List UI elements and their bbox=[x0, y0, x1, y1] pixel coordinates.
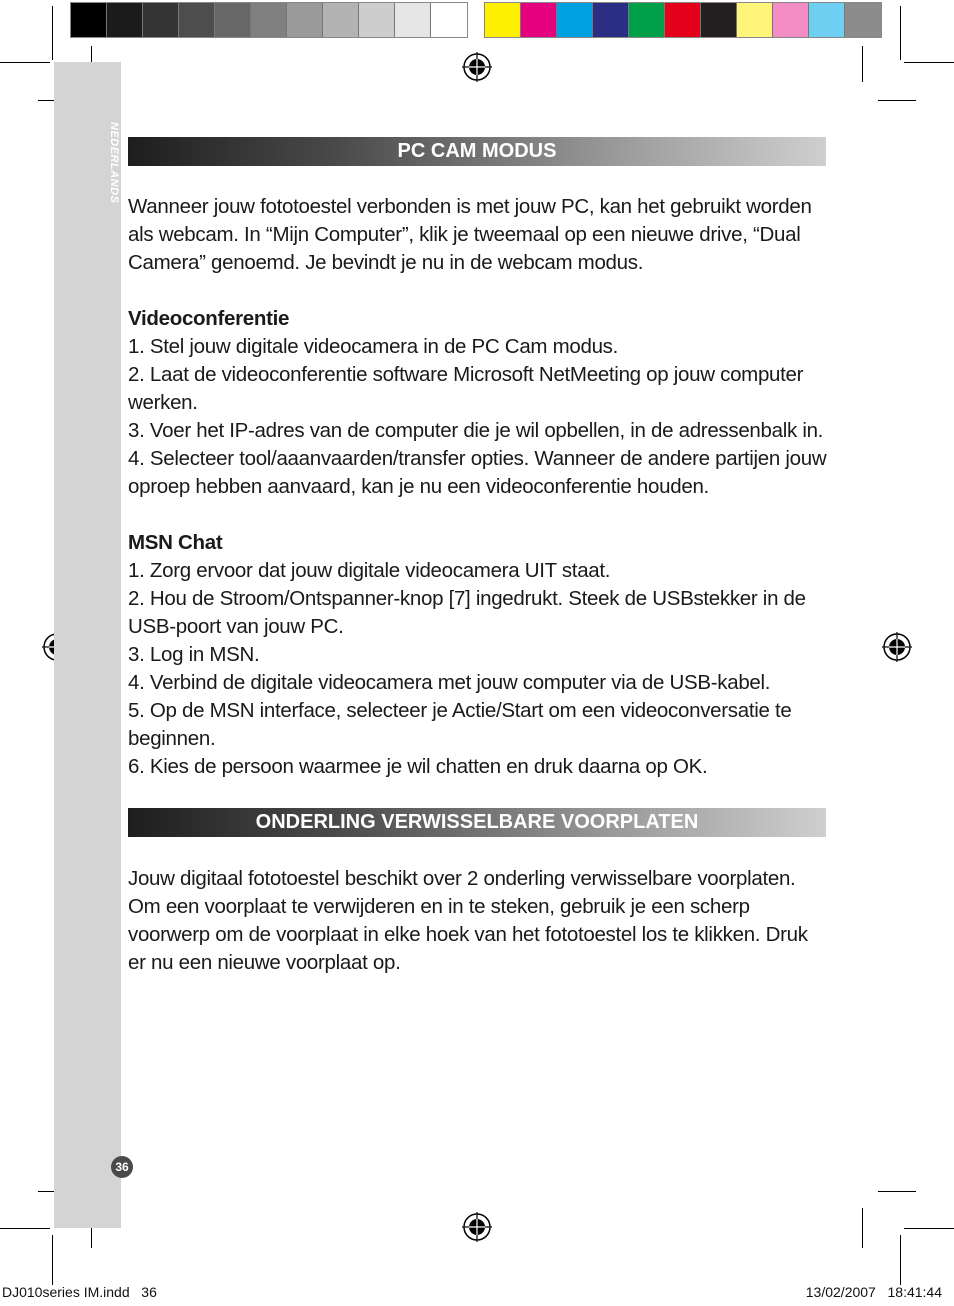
subsection-heading-videoconferentie: Videoconferentie bbox=[128, 307, 290, 330]
gray-swatch bbox=[143, 3, 179, 37]
list-item: 6. Kies de persoon waarmee je wil chatten en druk daarna op OK. bbox=[128, 755, 708, 778]
language-label: NEDERLANDS bbox=[108, 122, 120, 204]
list-item: 2. Hou de Stroom/Ontspanner-knop [7] ingedrukt. Steek de USBstekker in de USB-poort van jouw PC. bbox=[128, 587, 806, 638]
list-item: 2. Laat de videoconferentie software Microsoft NetMeeting op jouw computer werken. bbox=[128, 363, 804, 414]
color-swatch bbox=[845, 3, 881, 37]
list-item: 4. Verbind de digitale videocamera met jouw computer via de USB-kabel. bbox=[128, 671, 771, 694]
color-swatch bbox=[701, 3, 737, 37]
intro-paragraph: Jouw digitaal fototoestel beschikt over 2 onderling verwisselbare voorplaten. Om een voorplaat te verwijderen en in te steken, gebruik je een scherp voorwerp om de voorplaat in elke hoek van het fototoestel los te klikken. Druk er nu een nieuwe voorplaat op. bbox=[128, 867, 808, 974]
gray-swatch bbox=[359, 3, 395, 37]
gray-swatch bbox=[431, 3, 467, 37]
color-swatch bbox=[629, 3, 665, 37]
section-title-voorplaten: ONDERLING VERWISSELBARE VOORPLATEN bbox=[128, 808, 826, 837]
list-item: 5. Op de MSN interface, selecteer je Actie/Start om een videoconversatie te beginnen. bbox=[128, 699, 792, 750]
color-swatch bbox=[773, 3, 809, 37]
color-swatch bbox=[521, 3, 557, 37]
color-swatch bbox=[593, 3, 629, 37]
list-item: 3. Log in MSN. bbox=[128, 643, 260, 666]
gray-swatch bbox=[179, 3, 215, 37]
list-item: 4. Selecteer tool/aaanvaarden/transfer opties. Wanneer de andere partijen jouw oproep hebben aanvaard, kan je nu een videoconferentie houden. bbox=[128, 447, 827, 498]
color-swatch bbox=[737, 3, 773, 37]
section-body-voorplaten bbox=[128, 865, 828, 977]
intro-paragraph: Wanneer jouw fototoestel verbonden is met jouw PC, kan het gebruikt worden als webcam. In “Mijn Computer”, klik je tweemaal op een nieuwe drive, “Dual Camera” genoemd. Je bevindt je nu in de webcam modus. bbox=[128, 195, 812, 274]
section-body-pc-cam-modus bbox=[128, 193, 828, 781]
list-item: 1. Stel jouw digitale videocamera in de PC Cam modus. bbox=[128, 335, 619, 358]
grayscale-color-bar bbox=[70, 2, 468, 38]
registration-mark-icon bbox=[462, 52, 492, 82]
footer-file-info: DJ010series IM.indd 36 bbox=[2, 1284, 157, 1300]
registration-mark-icon bbox=[462, 1212, 492, 1242]
color-swatch bbox=[557, 3, 593, 37]
gray-swatch bbox=[323, 3, 359, 37]
process-color-bar bbox=[484, 2, 882, 38]
list-item: 1. Zorg ervoor dat jouw digitale videocamera UIT staat. bbox=[128, 559, 611, 582]
gray-swatch bbox=[251, 3, 287, 37]
registration-mark-icon bbox=[882, 632, 912, 662]
page-number: 36 bbox=[111, 1156, 133, 1178]
gray-swatch bbox=[107, 3, 143, 37]
gray-swatch bbox=[71, 3, 107, 37]
gray-swatch bbox=[215, 3, 251, 37]
section-title-pc-cam-modus: PC CAM MODUS bbox=[128, 137, 826, 166]
gray-swatch bbox=[287, 3, 323, 37]
color-swatch bbox=[485, 3, 521, 37]
side-strip bbox=[54, 62, 121, 1228]
subsection-heading-msn-chat: MSN Chat bbox=[128, 531, 223, 554]
footer-datetime: 13/02/2007 18:41:44 bbox=[805, 1284, 942, 1300]
color-swatch bbox=[665, 3, 701, 37]
gray-swatch bbox=[395, 3, 431, 37]
list-item: 3. Voer het IP-adres van de computer die je wil opbellen, in de adressenbalk in. bbox=[128, 419, 824, 442]
color-swatch bbox=[809, 3, 845, 37]
